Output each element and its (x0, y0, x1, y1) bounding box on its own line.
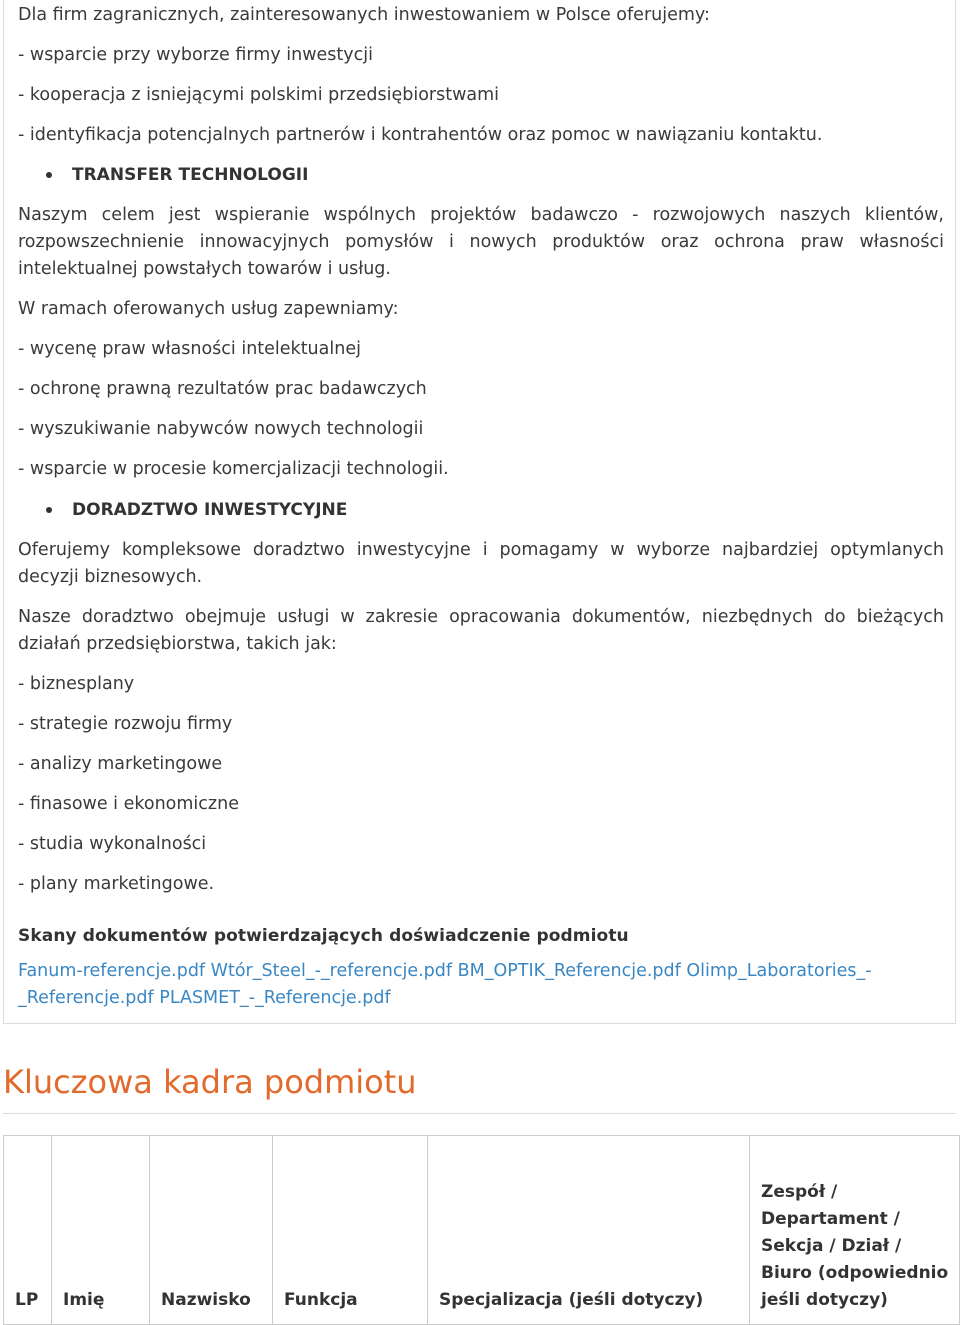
table-header-row (4, 1136, 960, 1325)
offer-item-1: - wsparcie przy wyborze firmy inwestycji (18, 45, 373, 65)
transfer-item-2: - ochronę prawną rezultatów prac badawczych (18, 379, 427, 399)
transfer-heading (46, 163, 308, 187)
col-header-team: Zespół / Departament / Sekcja / Dział / Biuro (odpowiednio jeśli dotyczy) (750, 1136, 960, 1325)
bullet-icon (46, 172, 52, 178)
file-link-wtor-steel[interactable]: Wtór_Steel_-_referencje.pdf (210, 961, 453, 981)
staff-section-title: Kluczowa kadra podmiotu (3, 1063, 417, 1101)
col-header-specialization: Specjalizacja (jeśli dotyczy) (428, 1136, 750, 1325)
advisory-item-1: - biznesplany (18, 674, 135, 694)
col-header-lp: LP (4, 1136, 52, 1325)
col-header-first-name: Imię (52, 1136, 150, 1325)
file-link-olimp[interactable]: Olimp_Laboratories_-_Referencje.pdf (18, 961, 872, 1008)
transfer-intro: W ramach oferowanych usług zapewniamy: (18, 299, 399, 319)
section-divider (3, 1113, 956, 1114)
advisory-paragraph-2: Nasze doradztwo obejmuje usługi w zakresie opracowania dokumentów, niezbędnych do bieżących działań przedsiębiorstwa, takich jak: (18, 607, 944, 654)
advisory-heading (46, 498, 347, 522)
offer-item-3: - identyfikacja potencjalnych partnerów i kontrahentów oraz pomoc w nawiązaniu kontaktu. (18, 125, 823, 145)
advisory-item-6: - plany marketingowe. (18, 874, 215, 894)
bullet-icon (46, 507, 52, 513)
advisory-heading-text: DORADZTWO INWESTYCYJNE (72, 500, 348, 520)
scans-heading: Skany dokumentów potwierdzających doświadczenie podmiotu (18, 926, 629, 946)
advisory-item-5: - studia wykonalności (18, 834, 207, 854)
offer-intro: Dla firm zagranicznych, zainteresowanych inwestowaniem w Polsce oferujemy: (18, 5, 710, 25)
file-link-bm-optik[interactable]: BM_OPTIK_Referencje.pdf (457, 961, 681, 981)
advisory-item-3: - analizy marketingowe (18, 754, 223, 774)
col-header-last-name: Nazwisko (150, 1136, 273, 1325)
offer-item-2: - kooperacja z isniejącymi polskimi przedsiębiorstwami (18, 85, 500, 105)
staff-table (3, 1135, 960, 1325)
transfer-paragraph: Naszym celem jest wspieranie wspólnych projektów badawczo - rozwojowych naszych klientów, rozpowszechnienie innowacyjnych pomysłów i nowych produktów oraz ochrona praw własności intelektualnej powstałych towarów i usług. (18, 205, 944, 279)
transfer-item-3: - wyszukiwanie nabywców nowych technologii (18, 419, 424, 439)
col-header-function: Funkcja (273, 1136, 428, 1325)
advisory-item-2: - strategie rozwoju firmy (18, 714, 233, 734)
transfer-item-1: - wycenę praw własności intelektualnej (18, 339, 361, 359)
file-link-fanum[interactable]: Fanum-referencje.pdf (18, 961, 206, 981)
advisory-paragraph-1: Oferujemy kompleksowe doradztwo inwestycyjne i pomagamy w wyborze najbardziej optymlanych decyzji biznesowych. (18, 540, 944, 587)
transfer-heading-text: TRANSFER TECHNOLOGII (72, 165, 309, 185)
advisory-item-4: - finasowe i ekonomiczne (18, 794, 239, 814)
transfer-item-4: - wsparcie w procesie komercjalizacji technologii. (18, 459, 449, 479)
scan-files-list (18, 958, 928, 1012)
file-link-plasmet[interactable]: PLASMET_-_Referencje.pdf (159, 988, 391, 1008)
